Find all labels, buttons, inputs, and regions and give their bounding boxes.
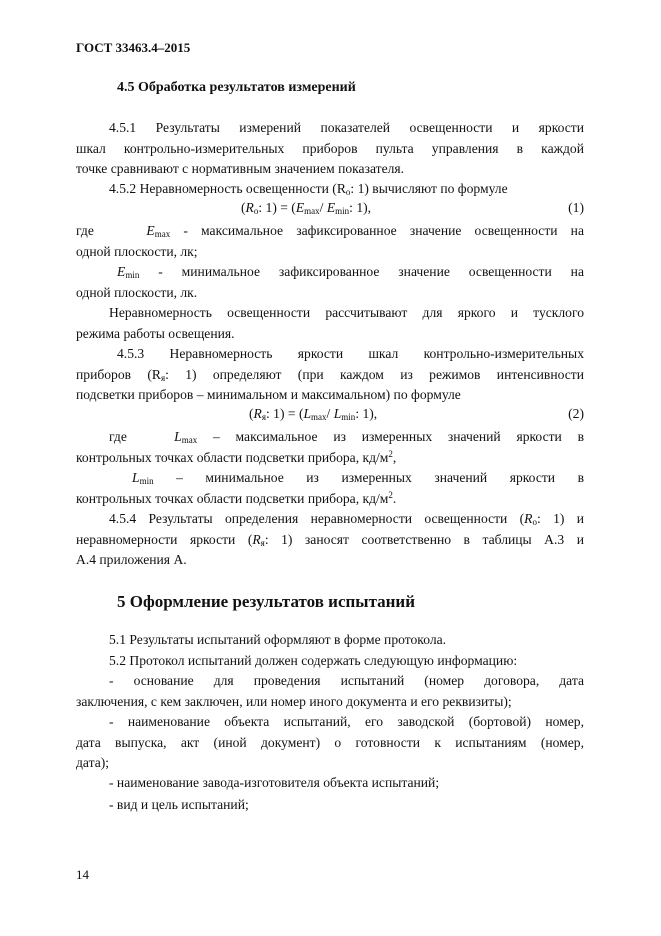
equation-1: ($R_o$: $1) = (E_{max}/$ $E_{min}$: 1), [241, 200, 372, 216]
list-item [76, 773, 584, 794]
where-lmin: $L_{min}$ – минимальное из измеренных значений яркости в контрольных точках области подсветки прибора, $кд/м^2$. [76, 470, 585, 506]
text-line: точке сравнивают с нормативным значением показателя. [76, 161, 405, 176]
section-5-title: 5 Оформление результатов испытаний [117, 592, 416, 611]
where-emin: $E_{min}$ - минимальное зафиксированное значение освещенности на одной плоскости, лк. [76, 262, 584, 303]
text-line: одной плоскости, лк. [76, 284, 198, 300]
text-line: одной плоскости, лк; [76, 243, 198, 259]
equation-2-number: (2) [568, 406, 584, 421]
text-line: заключения, с кем заключен, или номер иного документа и его реквизиты); [76, 693, 512, 709]
text-line: 4.5.3 Неравномерность яркости шкал контрольно-измерительных [117, 346, 584, 361]
paragraph-4-5-1 [76, 118, 584, 180]
paragraph-4-5-2 [76, 179, 584, 200]
text-span: : 1) вычисляют по формуле [350, 181, 508, 196]
paragraph-4-5-4: 4.5.4 Результаты определения неравномерности освещенности ($R_о$: 1) и неравномерности яркости ($R_я$: 1) заносят соответственно в таблицы А.3 и А.4 приложения А. [76, 509, 584, 571]
text-line: 5.2 Протокол испытаний должен содержать следующую информацию: [109, 652, 518, 668]
paragraph-nerav [76, 303, 584, 344]
list-item [76, 795, 584, 816]
list-item [76, 671, 584, 712]
text-line: - основание для проведения испытаний (номер договора, дата [109, 673, 584, 688]
text-line: дата выпуска, акт (иной документ) о готовности к испытаниям (номер, [76, 734, 584, 750]
document-header: ГОСТ 33463.4–2015 [76, 40, 191, 55]
where-lmax: где $L_{max}$ – максимальное из измеренных значений яркости в контрольных точках области подсветки прибора, $кд/м^2$, [76, 429, 584, 465]
text-line: - вид и цель испытаний; [109, 797, 249, 812]
text-line: шкал контрольно-измерительных приборов пульта управления в каждой [76, 140, 584, 156]
section-4-5-title: 4.5 Обработка результатов измерений [117, 80, 356, 95]
equation-1-number: (1) [568, 200, 584, 215]
text-line: Неравномерность освещенности рассчитывают для яркого и тусклого [109, 305, 584, 320]
equation-2: ($R_я$: $1) = (L_{max}/$ $L_{min}$: 1), [249, 406, 378, 422]
subscript: o [345, 187, 351, 197]
text-line: - наименование завода-изготовителя объекта испытаний; [109, 775, 440, 790]
text-line: режима работы освещения. [76, 325, 235, 341]
text-line: - наименование объекта испытаний, его заводской (бортовой) номер, [109, 714, 584, 729]
page-number: 14 [76, 867, 89, 882]
text-span: 4.5.2 Неравномерность освещенности (R [109, 181, 346, 196]
paragraph-5-1-5-2 [76, 630, 584, 671]
text-line: 4.5.1 Результаты измерений показателей освещенности и яркости [109, 120, 584, 135]
list-item [76, 712, 584, 774]
text-line: дата); [76, 755, 110, 770]
paragraph-4-5-3: 4.5.3 Неравномерность яркости шкал контрольно-измерительных приборов ($R_я$: 1) определяют (при каждом из режимов интенсивности подсветки приборов – минимальном и максимальном) по формуле [76, 344, 584, 406]
text-line: подсветки приборов – минимальном и максимальном) по формуле [76, 387, 461, 402]
text-line: 5.1 Результаты испытаний оформляют в форме протокола. [109, 632, 447, 647]
where-emax: где $E_{max}$ - максимальное зафиксированное значение освещенности на одной плоскости, лк; [76, 221, 584, 262]
text-line: А.4 приложения А. [76, 552, 187, 567]
